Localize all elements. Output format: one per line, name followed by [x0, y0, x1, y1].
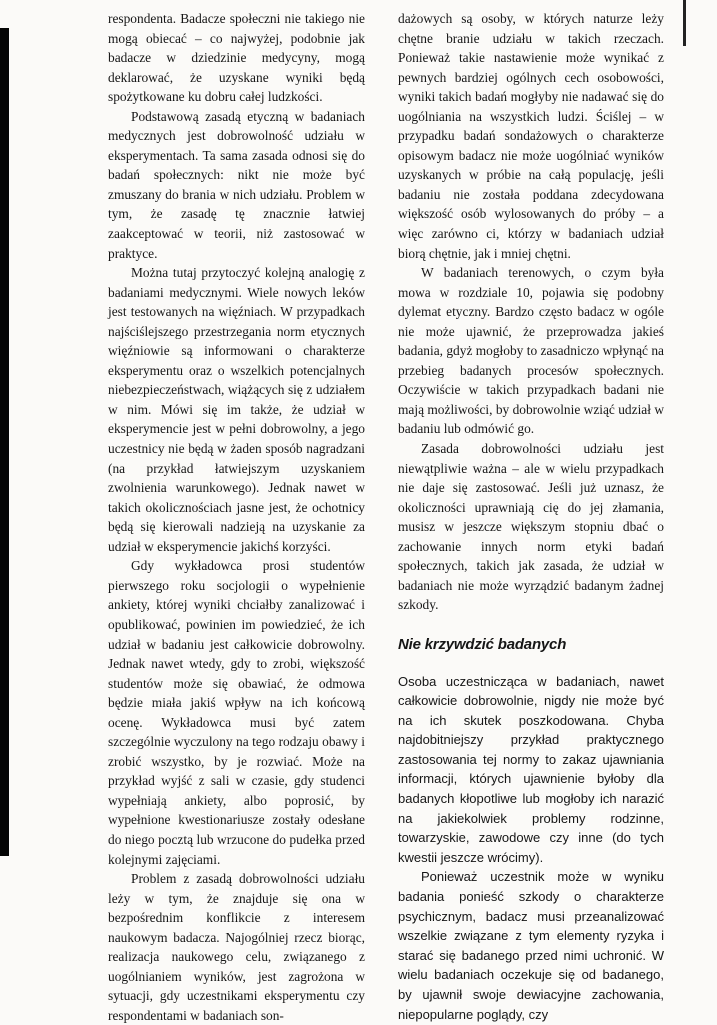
paragraph: Problem z zasadą dobrowolności udziału leży w tym, że znajduje się ona w bezpośrednim konflikcie z interesem naukowym badacza. Najogólniej rzecz biorąc, realizacja naukowego celu, związanego z uogólnianiem wyników, jest zagrożona w sytuacji, gdy uczestnikami eksperymentu czy respondentami w badaniach son-	[108, 871, 365, 1023]
paragraph: W badaniach terenowych, o czym była mowa w rozdziale 10, pojawia się podobny dylemat etyczny. Bardzo często badacz w ogóle nie może ujawnić, że przeprowadza jakieś badania, gdyż mogłoby to zasadniczo wpłynąć na przebieg badanych procesów społecznych. Oczywiście w takich przypadkach badani nie mają możliwości, by dobrowolnie wziąć udział w badaniu lub odmówić go.	[398, 265, 664, 437]
paragraph: Zasada dobrowolności udziału jest niewątpliwie ważna – ale w wielu przypadkach nie daje się zastosować. Jeśli już uznasz, że okoliczności uprawniają cię do jej złamania, musisz w jeszcze większym stopniu dbać o zachowanie innych norm etyki badań społecznych, takich jak zasada, że udział w badaniach nie może wyrządzić badanym żadnej szkody.	[398, 441, 664, 613]
paragraph: dażowych są osoby, w których naturze leży chętne branie udziału w takich rzeczach. Ponieważ takie nastawienie może wynikać z pewnych bardziej ogólnych cech osobowości, wyniki takich badań mogłyby nie nadawać się do uogólniania na wszystkich ludzi. Ściślej – w przypadku badań sondażowych o charakterze opisowym badacz nie może uogólniać wyników uzyskanych w próbie na całą populację, jeśli badaniu nie została poddana zdecydowana większość osób wylosowanych do próby – a więc zarówno ci, którzy w badaniach udział biorą chętnie, jak i mniej chętni.	[398, 11, 664, 261]
paragraph: Ponieważ uczestnik może w wyniku badania ponieść szkody o charakterze psychicznym, badacz musi przeanalizować wszelkie związane z tym elementy ryzyka i starać się badanego przed nimi uchronić. W wielu badaniach oczekuje się od badanego, by ujawnił swoje dewiacyjne zachowania, niepopularne poglądy, czy	[398, 869, 664, 1022]
scan-edge-shadow	[0, 28, 9, 856]
paragraph: Osoba uczestnicząca w badaniach, nawet całkowicie dobrowolnie, nigdy nie może być na ich skutek poszkodowana. Chyba najdobitniejszy przykład praktycznego zastosowania tej normy to zakaz ujawniania informacji, których ujawnienie byłoby dla badanych kłopotliwe lub mogłoby ich narazić na jakiekolwiek problemy rodzinne, towarzyskie, zawodowe czy inne (do tych kwestii jeszcze wrócimy).	[398, 673, 664, 865]
paragraph: respondenta. Badacze społeczni nie takiego nie mogą obiecać – co najwyżej, podobnie jak badacze w dziedzinie medycyny, mogą deklarować, że uzyskane wyniki będą spożytkowane ku dobru całej ludzkości.	[108, 11, 365, 105]
scan-edge-mark	[683, 0, 686, 46]
left-column	[108, 9, 365, 1025]
paragraph: Można tutaj przytoczyć kolejną analogię z badaniami medycznymi. Wiele nowych leków jest testowanych na więźniach. W przypadkach najściślejszego przestrzegania norm etycznych więźniowie są informowani o charakterze eksperymentu oraz o wszelkich potencjalnych niebezpieczeństwach, wiążących się z udziałem w nim. Mówi się im także, że udział w eksperymencie jest w pełni dobrowolny, a jego uczestnicy nie będą w żaden sposób nagradzani (na przykład łatwiejszym uzyskaniem zwolnienia warunkowego). Jednak nawet w takich okolicznościach jasne jest, że ochotnicy będą się kierowali nadzieją na uzyskanie za udział w eksperymencie jakichś korzyści.	[108, 265, 365, 554]
paragraph: Podstawową zasadą etyczną w badaniach medycznych jest dobrowolność udziału w eksperymentach. Ta sama zasada odnosi się do badań społecznych: nikt nie może być zmuszany do brania w nich udziału. Problem w tym, że zasadę tę znacznie łatwiej zaakceptować w teorii, niż zastosować w praktyce.	[108, 108, 365, 261]
paragraph: Gdy wykładowca prosi studentów pierwszego roku socjologii o wypełnienie ankiety, której wyniki chciałby zanalizować i opublikować, powinien im powiedzieć, że ich udział w badaniu jest całkowicie dobrowolny. Jednak nawet wtedy, gdy to zrobi, większość studentów może się obawiać, że odmowa będzie miała jakiś wpływ na ich końcową ocenę. Wykładowca musi być zatem szczególnie wyczulony na tego rodzaju obawy i zrobić wszystko, by je rozwiać. Może na przykład wyjść z sali w czasie, gdy studenci wypełniają ankiety, albo poprosić, by wypełnione kwestionariusze zostały odesłane do niego pocztą lub wrzucone do pudełka przed kolejnymi zajęciami.	[108, 558, 365, 867]
right-column	[398, 9, 664, 1024]
section-heading: Nie krzywdzić badanych	[398, 635, 567, 653]
